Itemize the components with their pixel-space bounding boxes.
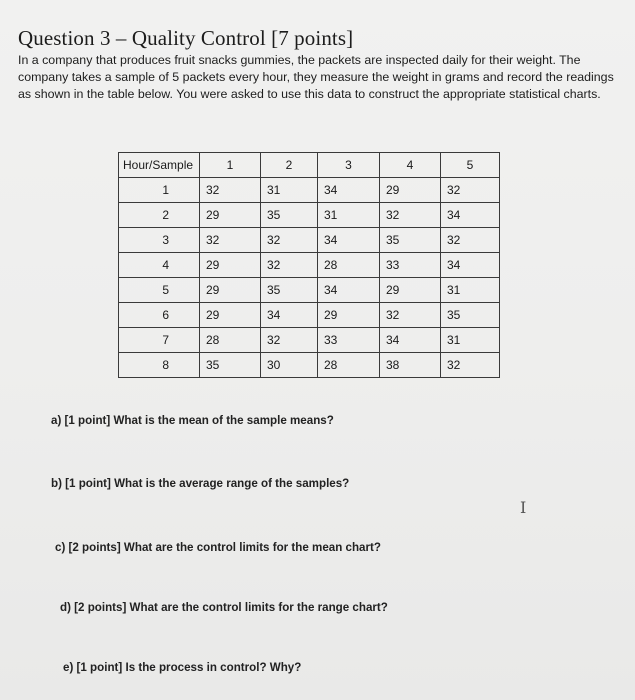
value-cell: 34	[441, 203, 500, 228]
value-cell: 32	[441, 178, 500, 203]
value-cell: 32	[200, 228, 261, 253]
table-row	[119, 228, 500, 253]
value-cell: 31	[261, 178, 318, 203]
header-sample-5: 5	[441, 153, 500, 178]
question-b: b) [1 point] What is the average range of the samples?	[51, 477, 350, 490]
table-row	[119, 303, 500, 328]
question-e: e) [1 point] Is the process in control? Why?	[63, 661, 302, 674]
header-sample-1: 1	[200, 153, 261, 178]
value-cell: 30	[261, 353, 318, 378]
value-cell: 31	[318, 203, 380, 228]
value-cell: 29	[200, 303, 261, 328]
value-cell: 35	[261, 203, 318, 228]
value-cell: 35	[261, 278, 318, 303]
value-cell: 32	[441, 228, 500, 253]
hour-cell: 1	[119, 178, 200, 203]
hour-cell: 2	[119, 203, 200, 228]
question-d: d) [2 points] What are the control limits for the range chart?	[60, 601, 388, 614]
value-cell: 31	[441, 278, 500, 303]
value-cell: 29	[200, 278, 261, 303]
value-cell: 34	[380, 328, 441, 353]
hour-cell: 4	[119, 253, 200, 278]
value-cell: 29	[380, 178, 441, 203]
value-cell: 32	[380, 203, 441, 228]
table-row	[119, 328, 500, 353]
question-a: a) [1 point] What is the mean of the sample means?	[51, 414, 334, 427]
value-cell: 28	[318, 353, 380, 378]
value-cell: 34	[318, 278, 380, 303]
value-cell: 34	[441, 253, 500, 278]
hour-cell: 7	[119, 328, 200, 353]
question-intro: In a company that produces fruit snacks gummies, the packets are inspected daily for their weight. The company takes a sample of 5 packets every hour, they measure the weight in grams and record the readings as shown in the table below. You were asked to use this data to construct the appropriate statistical charts.	[18, 53, 614, 101]
header-sample-2: 2	[261, 153, 318, 178]
table-row	[119, 203, 500, 228]
value-cell: 32	[380, 303, 441, 328]
table-row	[119, 353, 500, 378]
table-header-row	[119, 153, 500, 178]
value-cell: 29	[318, 303, 380, 328]
value-cell: 28	[318, 253, 380, 278]
value-cell: 32	[261, 328, 318, 353]
text-cursor-icon: I	[520, 498, 527, 517]
value-cell: 31	[441, 328, 500, 353]
value-cell: 29	[200, 253, 261, 278]
value-cell: 32	[200, 178, 261, 203]
table-row	[119, 178, 500, 203]
value-cell: 35	[441, 303, 500, 328]
question-c: c) [2 points] What are the control limits for the mean chart?	[55, 541, 381, 554]
value-cell: 34	[261, 303, 318, 328]
value-cell: 29	[380, 278, 441, 303]
header-hour-sample: Hour/Sample	[119, 153, 200, 178]
value-cell: 32	[261, 228, 318, 253]
hour-cell: 6	[119, 303, 200, 328]
table-row	[119, 253, 500, 278]
question-title: Question 3 – Quality Control [7 points]	[18, 26, 354, 50]
header-sample-4: 4	[380, 153, 441, 178]
value-cell: 32	[261, 253, 318, 278]
table-row	[119, 278, 500, 303]
value-cell: 35	[380, 228, 441, 253]
value-cell: 35	[200, 353, 261, 378]
header-sample-3: 3	[318, 153, 380, 178]
value-cell: 33	[380, 253, 441, 278]
value-cell: 32	[441, 353, 500, 378]
hour-cell: 3	[119, 228, 200, 253]
hour-cell: 5	[119, 278, 200, 303]
hour-cell: 8	[119, 353, 200, 378]
value-cell: 34	[318, 178, 380, 203]
value-cell: 38	[380, 353, 441, 378]
value-cell: 33	[318, 328, 380, 353]
value-cell: 34	[318, 228, 380, 253]
data-table	[118, 152, 500, 378]
value-cell: 28	[200, 328, 261, 353]
value-cell: 29	[200, 203, 261, 228]
